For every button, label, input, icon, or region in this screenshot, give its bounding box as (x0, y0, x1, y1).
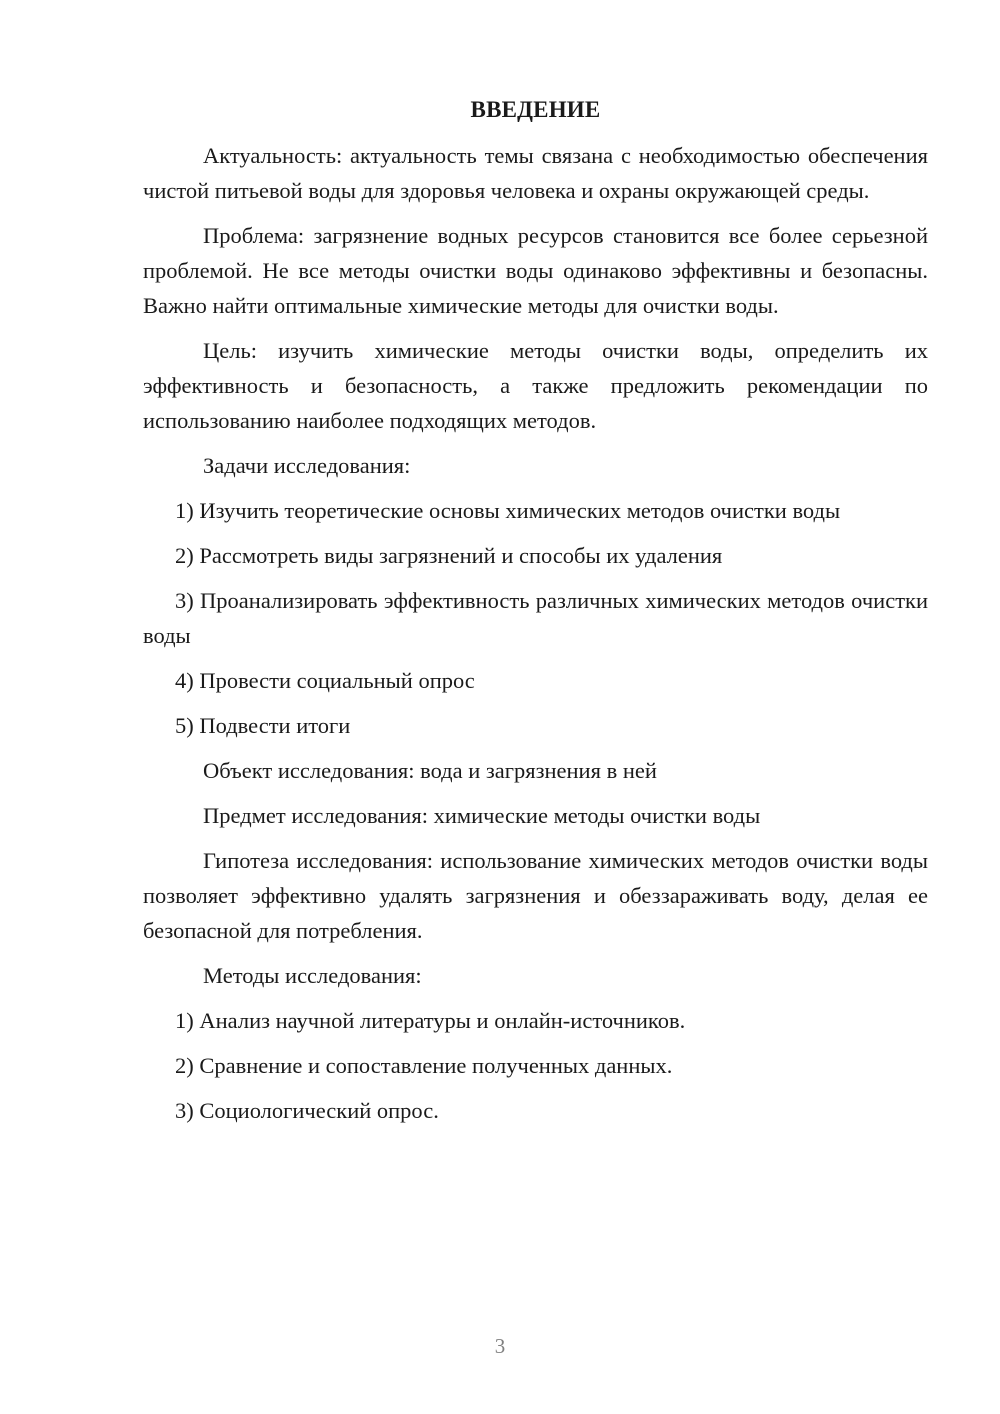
object-paragraph: Объект исследования: вода и загрязнения в ней (203, 758, 657, 783)
method-item: 3) Социологический опрос. (175, 1098, 439, 1123)
page-body (143, 92, 928, 1138)
goal-paragraph: Цель: изучить химические методы очистки воды, определить их эффективность и безопасность, а также предложить рекомендации по использованию наиболее подходящих методов. (143, 338, 928, 433)
method-item: 2) Сравнение и сопоставление полученных данных. (175, 1053, 673, 1078)
task-item: 3) Проанализировать эффективность различных химических методов очистки воды (143, 588, 928, 648)
relevance-paragraph: Актуальность: актуальность темы связана с необходимостью обеспечения чистой питьевой воды для здоровья человека и охраны окружающей среды. (143, 143, 928, 203)
tasks-list (143, 493, 928, 743)
problem-paragraph: Проблема: загрязнение водных ресурсов становится все более серьезной проблемой. Не все методы очистки воды одинаково эффективны и безопасны. Важно найти оптимальные химические методы для очистки воды. (143, 223, 928, 318)
task-item: 4) Провести социальный опрос (175, 668, 475, 693)
method-item: 1) Анализ научной литературы и онлайн-источников. (175, 1008, 686, 1033)
methods-list (143, 1003, 928, 1128)
hypothesis-paragraph: Гипотеза исследования: использование химических методов очистки воды позволяет эффективно удалять загрязнения и обеззараживать воду, делая ее безопасной для потребления. (143, 848, 928, 943)
tasks-heading: Задачи исследования: (203, 453, 411, 478)
task-item: 2) Рассмотреть виды загрязнений и способы их удаления (175, 543, 723, 568)
task-item: 1) Изучить теоретические основы химических методов очистки воды (175, 498, 841, 523)
subject-paragraph: Предмет исследования: химические методы очистки воды (203, 803, 761, 828)
methods-heading: Методы исследования: (203, 963, 422, 988)
page-number: 3 (494, 1334, 506, 1358)
task-item: 5) Подвести итоги (175, 713, 351, 738)
page-title: ВВЕДЕНИЕ (470, 97, 601, 122)
